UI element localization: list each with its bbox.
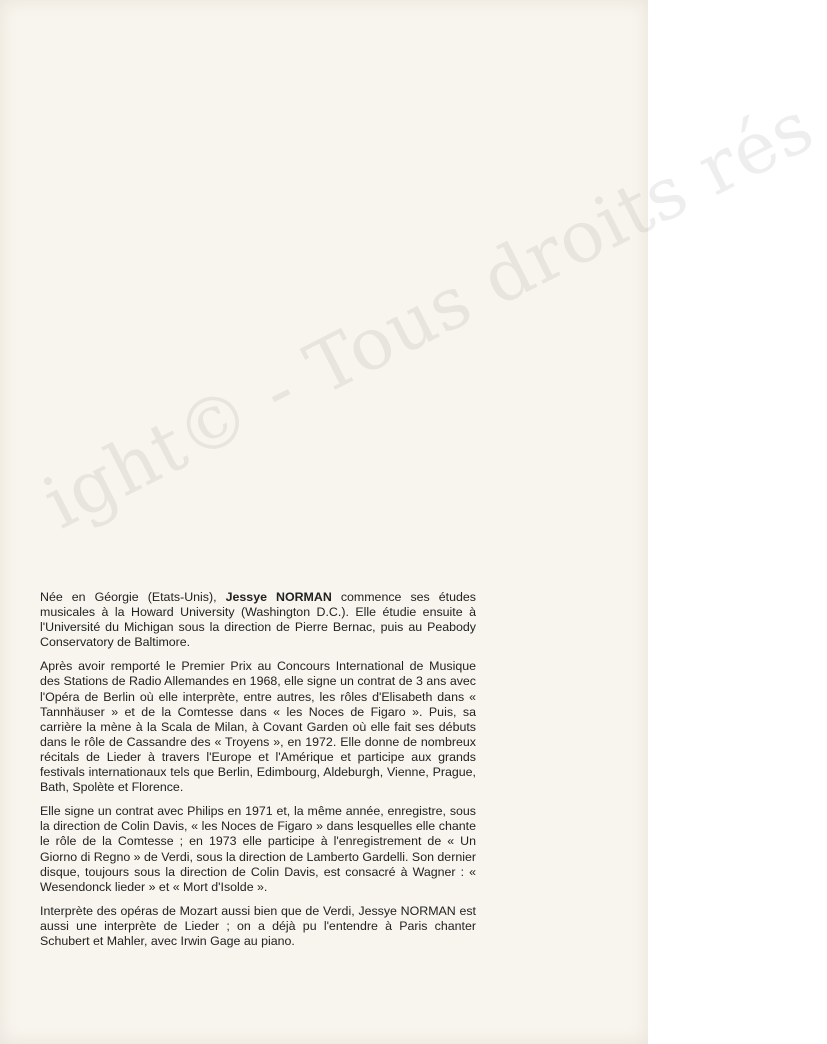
paragraph-1-intro: Née en Géorgie (Etats-Unis), (40, 590, 226, 604)
biography-paragraph-2: Après avoir remporté le Premier Prix au Concours International de Musique des Stations de Radio Allemandes en 1968, elle signe un contrat de 3 ans avec l'Opéra de Berlin où elle interprète, entre autres, les rôles d'Elisabeth dans « Tannhäuser » et de la Comtesse dans « les Noces de Figaro ». Puis, sa carrière la mène à la Scala de Milan, à Covant Garden où elle fait ses débuts dans le rôle de Cassandre des « Troyens », en 1972. Elle donne de nombreux récitals de Lieder à travers l'Europe et l'Amérique et participe aux grands festivals internationaux tels que Berlin, Edimbourg, Aldeburgh, Vienne, Prague, Bath, Spolète et Florence. (40, 659, 476, 795)
biography-paragraph-3: Elle signe un contrat avec Philips en 1971 et, la même année, enregistre, sous la direction de Colin Davis, « les Noces de Figaro » dans lesquelles elle chante le rôle de la Comtesse ; en 1973 elle participe à l'enregistrement de « Un Giorno di Regno » de Verdi, sous la direction de Lamberto Gardelli. Son dernier disque, toujours sous la direction de Colin Davis, est consacré à Wagner : « Wesendonck lieder » et « Mort d'Isolde ». (40, 804, 476, 894)
copyright-watermark: ight© - Tous droits rés (30, 83, 827, 545)
paragraph-1-rest: commence ses études musicales à la Howard University (Washington D.C.). Elle étudie ensuite à l'Université du Michigan sous la direction de Pierre Bernac, puis au Peabody Conservatory de Baltimore. (40, 590, 476, 650)
biography-text (40, 590, 476, 958)
biography-paragraph-4: Interprète des opéras de Mozart aussi bien que de Verdi, Jessye NORMAN est aussi une interprète de Lieder ; on a déjà pu l'entendre à Paris chanter Schubert et Mahler, avec Irwin Gage au piano. (40, 903, 476, 948)
biography-paragraph-1 (40, 590, 476, 650)
singer-name: Jessye NORMAN (225, 590, 332, 604)
